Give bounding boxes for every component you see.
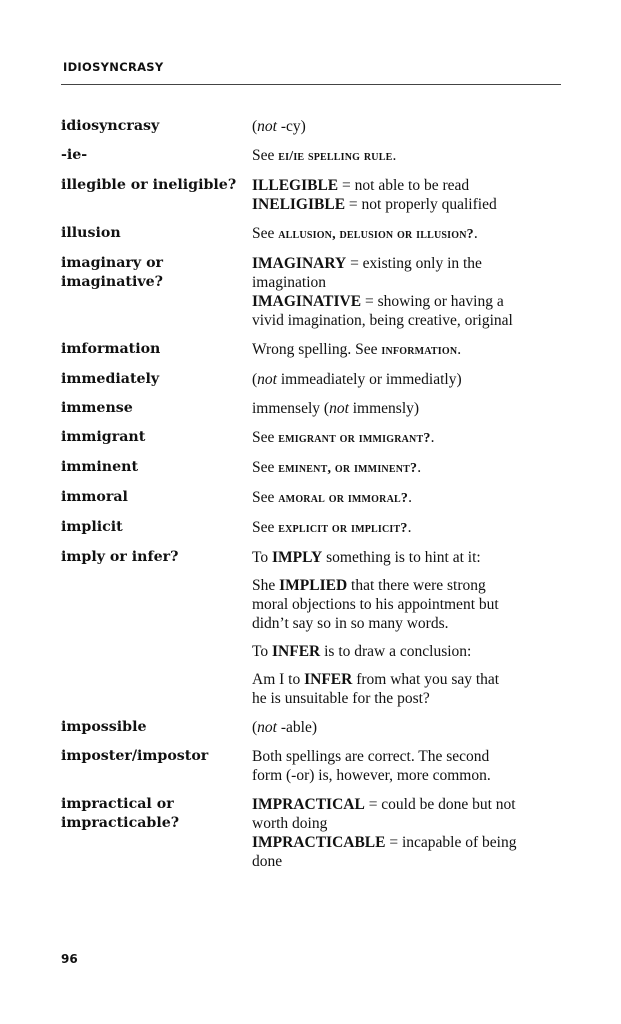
def-text: = showing or having a [361, 293, 504, 310]
entry-definition [252, 224, 561, 244]
entry-imaginary [61, 254, 561, 330]
entry-imminent [61, 458, 561, 478]
def-text: = not able to be read [338, 177, 470, 194]
def-line: form (-or) is, however, more common. [252, 767, 491, 784]
def-text: from what you say that [352, 671, 500, 688]
entry-imply [61, 548, 561, 708]
entry-immense [61, 399, 561, 418]
headword: IMAGINATIVE [252, 293, 362, 310]
entry-definition [252, 117, 561, 136]
page-number: 96 [61, 952, 78, 966]
def-text: To [252, 549, 273, 566]
term-line: impractical or [61, 796, 174, 812]
def-text: -able) [276, 719, 317, 736]
cross-reference: emigrant or immigrant? [278, 431, 431, 446]
cross-reference: eminent, or imminent? [278, 461, 418, 476]
entry-immoral [61, 488, 561, 508]
entry-illegible [61, 176, 561, 214]
def-line [252, 292, 561, 311]
see-word: See [252, 225, 275, 242]
def-text: immensely ( [252, 400, 330, 417]
def-paragraph [252, 548, 561, 567]
def-line: Both spellings are correct. The second [252, 748, 490, 765]
header-rule [61, 84, 561, 85]
headword: IMPRACTICAL [252, 796, 365, 813]
def-line: he is unsuitable for the post? [252, 690, 430, 707]
see-word: See [252, 429, 275, 446]
def-text: that there were strong [347, 577, 486, 594]
def-text: Am I to [252, 671, 305, 688]
cross-reference: explicit or implicit? [278, 521, 408, 536]
entry-implicit [61, 518, 561, 538]
cross-reference: amoral or immoral? [278, 491, 409, 506]
entry-definition [252, 254, 561, 330]
entry-imposter [61, 747, 561, 785]
entry-definition [252, 488, 561, 508]
def-line [252, 254, 561, 273]
see-word: See [252, 519, 275, 536]
def-line: didn’t say so in so many words. [252, 615, 449, 632]
def-text: -cy) [276, 118, 306, 135]
entry-immediately [61, 370, 561, 389]
entry-impractical [61, 795, 561, 871]
def-text: something is to hint at it: [322, 549, 481, 566]
headword: INFER [304, 671, 353, 688]
dictionary-entries [61, 117, 561, 881]
entry-term: idiosyncrasy [61, 118, 160, 134]
entry-immigrant [61, 428, 561, 448]
term-line: imaginary or [61, 255, 164, 271]
entry-term: immense [61, 400, 133, 416]
headword: INELIGIBLE [252, 196, 346, 213]
period: . [417, 459, 422, 476]
def-text: = could be done but not [364, 796, 516, 813]
open-paren: ( [252, 371, 258, 388]
headword: IMPLY [272, 549, 323, 566]
entry-term: -ie- [61, 147, 88, 163]
entry-term: implicit [61, 519, 123, 535]
entry-definition [252, 548, 561, 708]
headword: INFER [272, 643, 321, 660]
def-text: Wrong spelling. See [252, 341, 382, 358]
not-word: not [257, 371, 277, 388]
entry-term: imposter/impostor [61, 748, 209, 764]
entry-idiosyncrasy [61, 117, 561, 136]
entry-term [61, 795, 252, 871]
entry-term: imply or infer? [61, 549, 179, 565]
def-text: = not properly qualified [345, 196, 497, 213]
def-line [252, 576, 561, 595]
headword: ILLEGIBLE [252, 177, 339, 194]
term-line: imaginative? [61, 274, 163, 290]
def-line [252, 833, 561, 852]
def-text: is to draw a conclusion: [320, 643, 472, 660]
see-word: See [252, 147, 275, 164]
entry-definition [252, 718, 561, 737]
def-text: She [252, 577, 280, 594]
entry-impossible [61, 718, 561, 737]
def-line [252, 795, 561, 814]
entry-term: illegible or ineligible? [61, 177, 237, 193]
entry-term: immediately [61, 371, 160, 387]
def-line: vivid imagination, being creative, original [252, 312, 513, 329]
entry-imformation [61, 340, 561, 360]
entry-definition [252, 146, 561, 166]
def-line: worth doing [252, 815, 328, 832]
entry-term [61, 254, 252, 330]
entry-definition [252, 458, 561, 478]
def-text: = existing only in the [346, 255, 482, 272]
entry-term: illusion [61, 225, 121, 241]
cross-reference: information [381, 343, 458, 358]
headword: IMPLIED [279, 577, 348, 594]
cross-reference: allusion, delusion or illusion? [278, 227, 474, 242]
def-text: immeadiately or immediatly) [276, 371, 462, 388]
def-line: moral objections to his appointment but [252, 596, 499, 613]
entry-definition [252, 399, 561, 418]
entry-term: immoral [61, 489, 128, 505]
entry-definition [252, 370, 561, 389]
entry-definition [252, 340, 561, 360]
def-text: immensly) [348, 400, 420, 417]
def-text: = incapable of being [385, 834, 517, 851]
entry-definition [252, 428, 561, 448]
example-paragraph [252, 670, 561, 708]
period: . [408, 489, 412, 506]
entry-definition [252, 795, 561, 871]
entry-definition [252, 518, 561, 538]
entry-ie [61, 146, 561, 166]
def-paragraph [252, 642, 561, 661]
entry-illusion [61, 224, 561, 244]
see-word: See [252, 459, 275, 476]
entry-term: impossible [61, 719, 147, 735]
term-line: impracticable? [61, 815, 180, 831]
cross-reference: ei/ie spelling rule [278, 149, 393, 164]
entry-term: imminent [61, 459, 139, 475]
see-word: See [252, 489, 275, 506]
not-word: not [257, 719, 277, 736]
def-line: done [252, 853, 283, 870]
period: . [473, 225, 478, 242]
def-line [252, 176, 561, 195]
def-line: imagination [252, 274, 327, 291]
def-text: To [252, 643, 273, 660]
entry-definition [252, 747, 561, 785]
example-paragraph [252, 576, 561, 633]
not-word: not [257, 118, 277, 135]
def-line [252, 195, 561, 214]
open-paren: ( [252, 719, 258, 736]
headword: IMAGINARY [252, 255, 347, 272]
period: . [457, 341, 462, 358]
entry-term: immigrant [61, 429, 146, 445]
entry-definition [252, 176, 561, 214]
open-paren: ( [252, 118, 258, 135]
period: . [392, 147, 397, 164]
period: . [430, 429, 435, 446]
running-header: IDIOSYNCRASY [63, 60, 164, 74]
not-word: not [329, 400, 349, 417]
period: . [407, 519, 412, 536]
def-line [252, 670, 561, 689]
headword: IMPRACTICABLE [252, 834, 386, 851]
entry-term: imformation [61, 341, 161, 357]
